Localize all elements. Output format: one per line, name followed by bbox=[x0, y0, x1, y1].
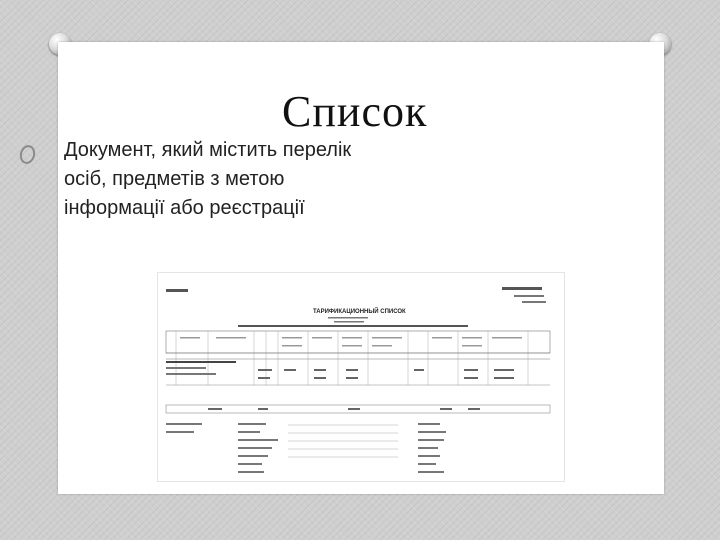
slide-title: Список bbox=[282, 87, 428, 136]
document-scan-image bbox=[157, 272, 565, 482]
bullet-text: Документ, який містить перелік осіб, предметів з метою інформації або реєстрації bbox=[64, 139, 352, 219]
document-heading: ТАРИФИКАЦИОННЫЙ СПИСОК bbox=[313, 309, 406, 315]
